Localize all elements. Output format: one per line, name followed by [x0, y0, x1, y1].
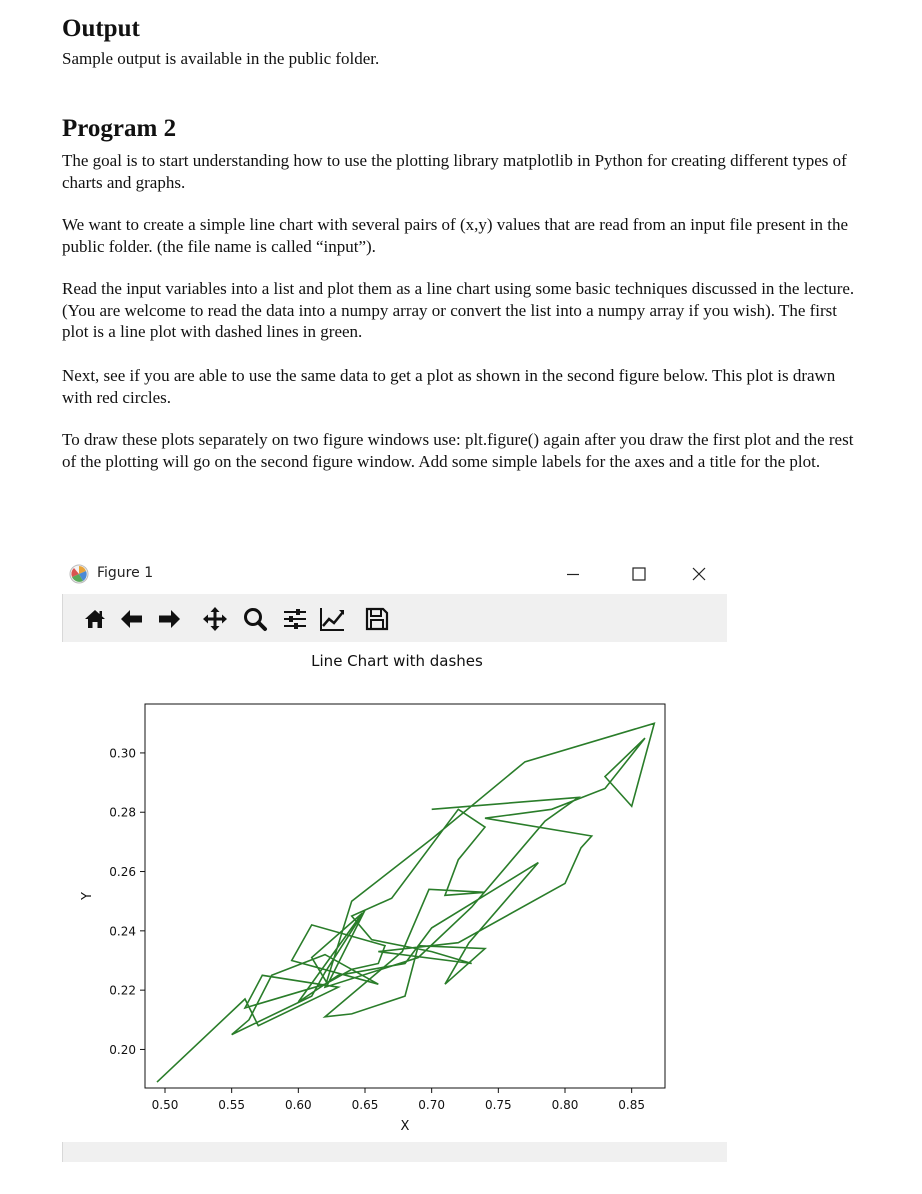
output-text: Sample output is available in the public folder. — [62, 49, 380, 68]
y-tick-label: 0.26 — [109, 865, 136, 880]
back-arrow-icon[interactable] — [118, 605, 146, 633]
window-title: Figure 1 — [97, 565, 154, 581]
edit-axis-icon[interactable] — [318, 605, 346, 633]
y-tick-label: 0.20 — [109, 1042, 136, 1057]
status-bar — [62, 1142, 727, 1162]
y-axis-label: Y — [80, 892, 95, 900]
paragraph-goal: The goal is to start understanding how to use the plotting library matplotlib in Python for creating different types of charts and graphs. — [62, 151, 847, 192]
y-tick-label: 0.28 — [109, 805, 136, 820]
line-chart — [62, 642, 727, 1142]
y-tick-label: 0.24 — [109, 924, 136, 939]
x-axis — [152, 1088, 645, 1112]
x-tick-label: 0.75 — [484, 1098, 512, 1112]
navigation-toolbar — [62, 594, 727, 642]
x-tick-label: 0.65 — [351, 1098, 379, 1112]
paragraph-read-input: Read the input variables into a list and plot them as a line chart using some basic techniques discussed in the lecture. (You are welcome to read the data into a numpy array or convert the list into a numpy array if you wish). The first plot is a line plot with dashed lines in green. — [62, 279, 855, 341]
x-tick-label: 0.85 — [618, 1098, 646, 1112]
minimize-icon[interactable] — [561, 562, 585, 586]
window-titlebar[interactable] — [62, 556, 727, 592]
y-axis — [109, 746, 145, 1057]
forward-arrow-icon[interactable] — [155, 605, 183, 633]
paragraph-line-chart: We want to create a simple line chart with several pairs of (x,y) values that are read from an input file present in the public folder. (the file name is called “input”). — [62, 215, 848, 256]
x-tick-label: 0.50 — [151, 1098, 179, 1112]
plot-area — [157, 723, 654, 1082]
matplotlib-icon — [68, 563, 90, 585]
chart-title: Line Chart with dashes — [311, 652, 483, 670]
series-line-0 — [157, 723, 654, 1082]
y-tick-label: 0.22 — [109, 983, 136, 998]
x-tick-label: 0.70 — [418, 1098, 446, 1112]
zoom-icon[interactable] — [241, 605, 269, 633]
y-tick-label: 0.30 — [109, 746, 136, 761]
x-axis-label: X — [400, 1119, 410, 1134]
subplots-config-icon[interactable] — [281, 605, 309, 633]
output-heading: Output — [62, 15, 140, 42]
paragraph-figure-windows: To draw these plots separately on two figure windows use: plt.figure() again after you draw the first plot and the rest of the plotting will go on the second figure window. Add some simple labels for the axes and a title for the plot. — [62, 430, 854, 471]
maximize-icon[interactable] — [627, 562, 651, 586]
paragraph-second-plot: Next, see if you are able to use the same data to get a plot as shown in the second figure below. This plot is drawn with red circles. — [62, 366, 836, 407]
axes-frame — [145, 704, 665, 1088]
program-heading: Program 2 — [62, 115, 177, 142]
pan-icon[interactable] — [201, 605, 229, 633]
close-icon[interactable] — [687, 562, 711, 586]
x-tick-label: 0.80 — [551, 1098, 579, 1112]
figure-window — [62, 556, 727, 1162]
x-tick-label: 0.60 — [284, 1098, 312, 1112]
save-icon[interactable] — [363, 605, 391, 633]
home-icon[interactable] — [81, 605, 109, 633]
x-tick-label: 0.55 — [218, 1098, 246, 1112]
